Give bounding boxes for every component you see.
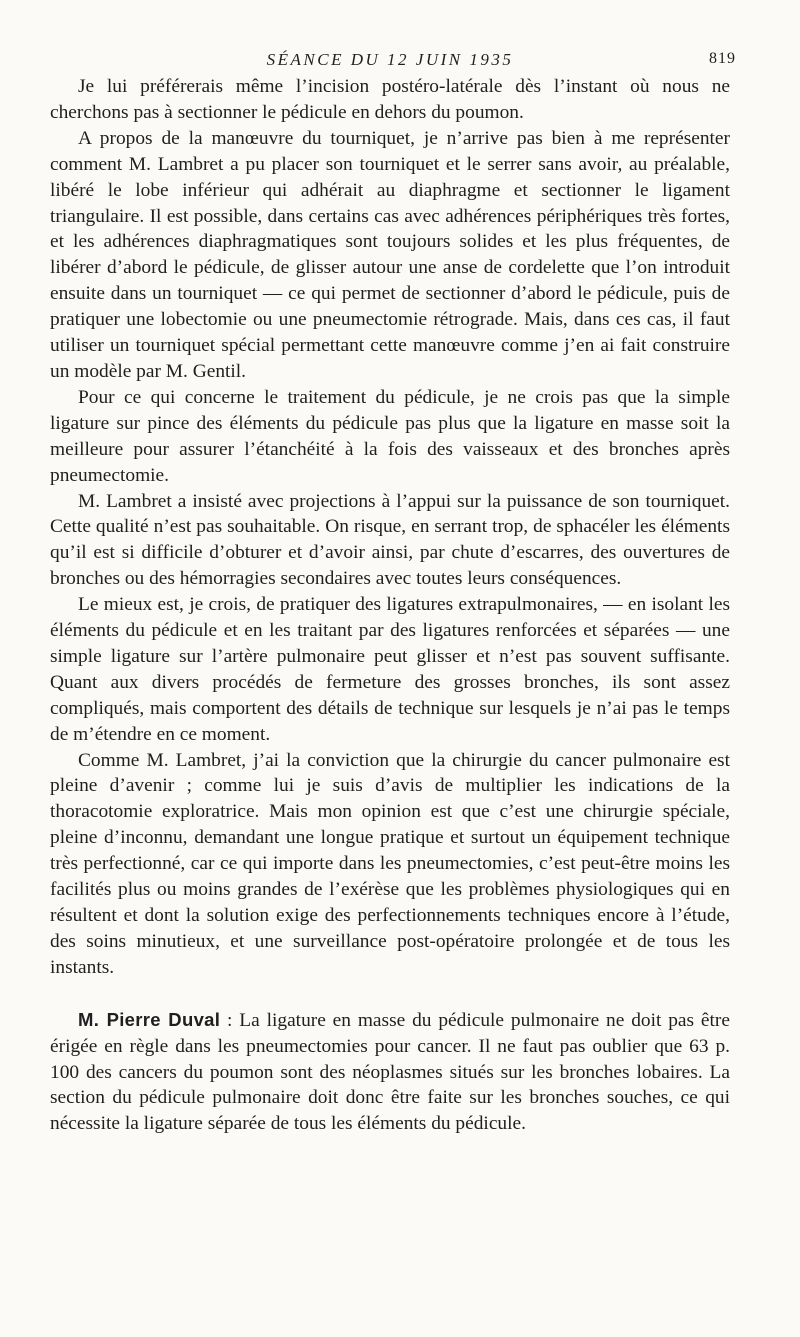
- page-number: 819: [709, 50, 736, 67]
- paragraph: Comme M. Lambret, j’ai la conviction que la chirurgie du cancer pulmonaire est pleine d’avenir ; comme lui je suis d’avis de multiplier les indications de la thoracotomie exploratrice. Mais mon opinion est que c’est une chirurgie spéciale, pleine d’inconnu, demandant une longue pratique et surtout un équipement technique très perfectionné, car ce qui importe dans les pneumectomies, c’est peut-être moins les facilités plus ou moins grandes de l’exérèse que les problèmes physiologiques qui en résultent et dont la solution exige des perfectionnements techniques encore à l’étude, des soins minutieux, et une surveillance post-opératoire prolongée et de tous les instants.: [50, 749, 730, 978]
- body-text: [50, 74, 730, 1137]
- paragraph: Pour ce qui concerne le traitement du pédicule, je ne crois pas que la simple ligature sur pince des éléments du pédicule pas plus que la ligature en masse soit la meilleure pour assurer l’étanchéité à la fois des vaisseaux et des bronches après pneumectomie.: [50, 386, 730, 486]
- paragraph: A propos de la manœuvre du tourniquet, je n’arrive pas bien à me représenter comment M. Lambret a pu placer son tourniquet et le serrer sans avoir, au préalable, libéré le lobe inférieur qui adhérait au diaphragme et sectionner le ligament triangulaire. Il est possible, dans certains cas avec adhérences périphériques très fortes, et les adhérences diaphragmatiques sont toujours solides et les plus fréquentes, de libérer d’abord le pédicule, de glisser autour une anse de cordelette que l’on introduit ensuite dans un tourniquet — ce qui permet de sectionner d’abord le pédicule, puis de pratiquer une lobectomie ou une pneumectomie rétrograde. Mais, dans ces cas, il faut utiliser un tourniquet spécial permettant cette manœuvre comme j’en ai fait construire un modèle par M. Gentil.: [50, 127, 730, 382]
- paragraph: M. Lambret a insisté avec projections à l’appui sur la puissance de son tourniquet. Cette qualité n’est pas souhaitable. On risque, en serrant trop, de sphacéler les éléments qu’il est si difficile d’obturer et d’avoir ainsi, par chute d’escarres, des ouvertures de bronches ou des hémorragies secondaires avec toutes leurs conséquences.: [50, 490, 730, 590]
- running-title: SÉANCE DU 12 JUIN 1935: [266, 50, 514, 69]
- paragraph: Je lui préférerais même l’incision postéro-latérale dès l’instant où nous ne cherchons pas à sectionner le pédicule en dehors du poumon.: [50, 76, 730, 123]
- document-page: [50, 44, 736, 1137]
- running-header: [50, 44, 736, 74]
- paragraph: Le mieux est, je crois, de pratiquer des ligatures extrapulmonaires, — en isolant les éléments du pédicule et en les traitant par des ligatures renforcées et séparées — une simple ligature sur l’artère pulmonaire peut glisser et n’est pas souvent suffisante. Quant aux divers procédés de fermeture des grosses bronches, ils sont assez compliqués, mais comportent des détails de technique sur lesquels je n’ai pas le temps de m’étendre en ce moment.: [50, 594, 730, 745]
- duval-paragraph: [50, 1007, 730, 1138]
- section-spacer: [50, 981, 730, 1007]
- speaker-name: M. Pierre Duval: [78, 1008, 221, 1030]
- duval-text: : La ligature en masse du pédicule pulmonaire ne doit pas être érigée en règle dans les pneumectomies pour cancer. Il ne faut pas oublier que 63 p. 100 des cancers du poumon sont des néoplasmes situés sur les bronches lobaires. La section du pédicule pulmonaire doit donc être faite sur les bronches souches, ce qui nécessite la ligature séparée de tous les éléments du pédicule.: [50, 1009, 730, 1135]
